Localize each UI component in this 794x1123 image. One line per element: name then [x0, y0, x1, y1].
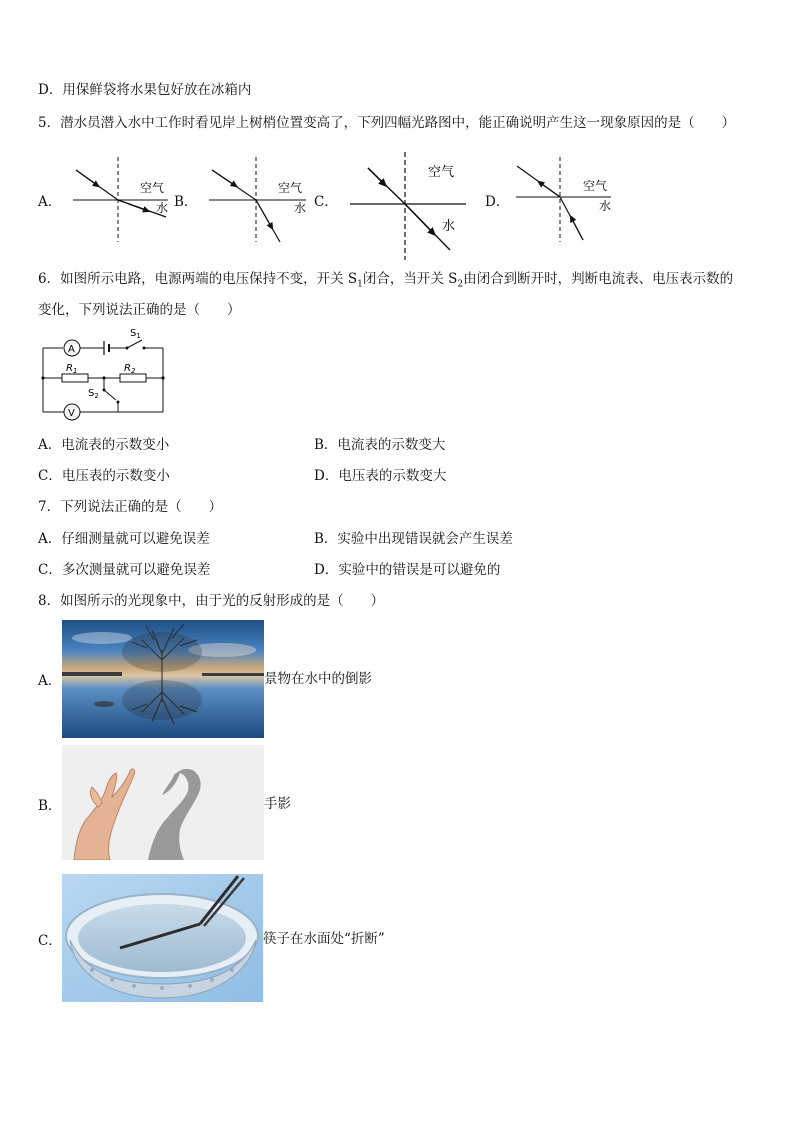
q8-reflection-photo: [62, 620, 264, 738]
q5-label-c: C．: [314, 194, 338, 210]
q8-option-c-caption: 筷子在水面处“折断”: [263, 931, 385, 947]
resistor-r2-icon: [120, 374, 146, 382]
q5a-water-label: 水: [156, 201, 169, 215]
q6-option-a: A．电流表的示数变小: [38, 437, 170, 453]
switch-s1-icon: [127, 340, 142, 348]
q6-stem-line2: 变化，下列说法正确的是（ ）: [38, 302, 241, 318]
q5-diagram-a: [68, 152, 178, 247]
q8-option-b-label: B．: [38, 798, 62, 814]
q8-stem: 8．如图所示的光现象中，由于光的反射形成的是（ ）: [38, 593, 385, 609]
q8-option-a-label: A．: [38, 673, 62, 689]
q6-circuit-diagram: [38, 326, 168, 426]
q5d-water-label: 水: [599, 199, 612, 213]
q5-label-d: D．: [485, 194, 510, 210]
q5c-water-label: 水: [442, 219, 456, 234]
q5d-air-label: 空气: [583, 179, 608, 193]
q5-stem: 5．潜水员潜入水中工作时看见岸上树梢位置变高了，下列四幅光路图中，能正确说明产生这一现象原因的是（ ）: [38, 115, 736, 131]
q7-option-b: B．实验中出现错误就会产生误差: [314, 531, 513, 547]
q6-option-d: D．电压表的示数变大: [314, 468, 447, 484]
q5c-air-label: 空气: [428, 165, 455, 180]
q5-diagram-d: [513, 152, 623, 247]
q5-label-b: B．: [174, 194, 198, 210]
switch-s2-icon: [104, 390, 116, 400]
s1-label: $S_1$: [130, 328, 141, 340]
q5-diagram-b: [206, 152, 316, 247]
svg-text:V: V: [68, 408, 75, 419]
s2-label: $S_2$: [88, 388, 99, 400]
q8-chopsticks-photo: [62, 874, 263, 1002]
q8-hand-shadow-photo: [62, 745, 264, 860]
q5a-air-label: 空气: [140, 181, 165, 195]
q5b-air-label: 空气: [278, 181, 303, 195]
r2-label: $R_2$: [124, 363, 136, 375]
q8-option-b-caption: 手影: [264, 796, 291, 812]
q7-option-c: C．多次测量就可以避免误差: [38, 562, 211, 578]
q7-option-d: D．实验中的错误是可以避免的: [314, 562, 501, 578]
q5-label-a: A．: [38, 194, 62, 210]
q8-option-a-caption: 景物在水中的倒影: [264, 671, 372, 687]
q7-option-a: A．仔细测量就可以避免误差: [38, 531, 210, 547]
r1-label: $R_1$: [66, 363, 78, 375]
svg-text:A: A: [68, 344, 75, 355]
q5b-water-label: 水: [294, 201, 307, 215]
q7-stem: 7．下列说法正确的是（ ）: [38, 499, 223, 515]
q4-option-d: D．用保鲜袋将水果包好放在冰箱内: [38, 82, 252, 98]
q6-stem-line1: 6．如图所示电路，电源两端的电压保持不变，开关 $S_1$闭合，当开关 $S_2$由闭合到断开时，判断电流表、电压表示数的: [38, 271, 734, 290]
q5-diagram-c: [348, 150, 468, 262]
resistor-r1-icon: [62, 374, 88, 382]
q6-option-c: C．电压表的示数变小: [38, 468, 170, 484]
q6-option-b: B．电流表的示数变大: [314, 437, 446, 453]
q8-option-c-label: C．: [38, 933, 62, 949]
